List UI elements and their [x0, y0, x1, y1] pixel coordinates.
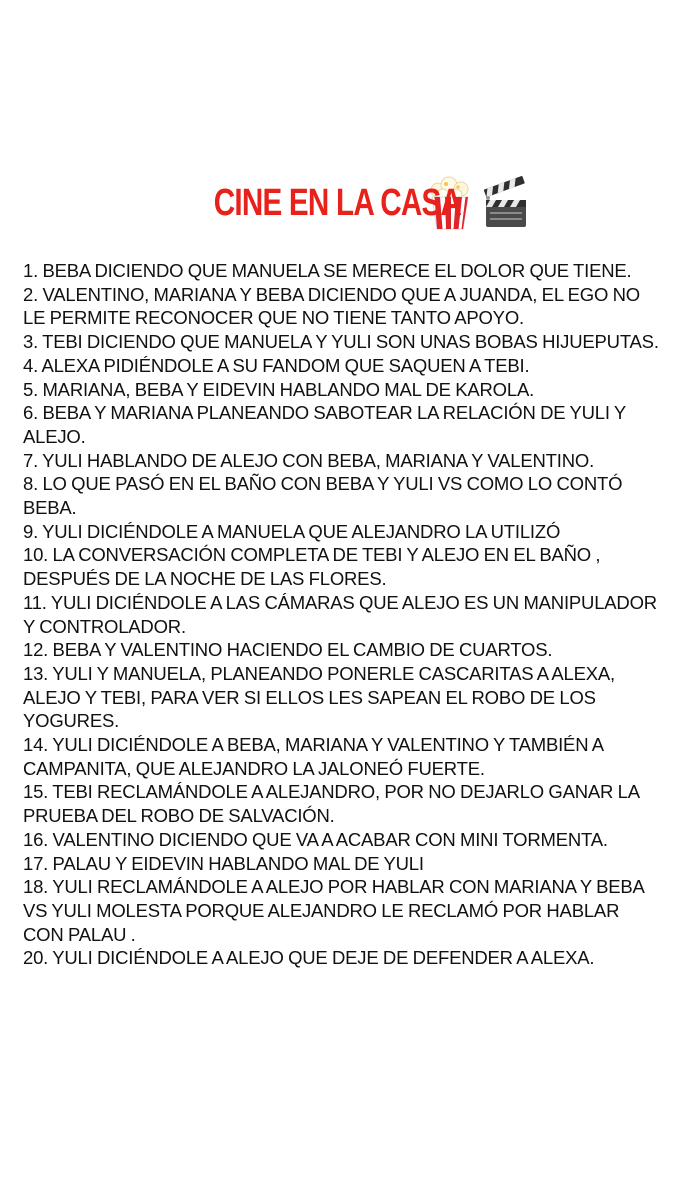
list-item: 4. ALEXA PIDIÉNDOLE A SU FANDOM QUE SAQUEN A TEBI. — [23, 354, 530, 376]
list-item: 7. YULI HABLANDO DE ALEJO CON BEBA, MARIANA Y VALENTINO. — [23, 449, 595, 471]
list-item: 17. PALAU Y EIDEVIN HABLANDO MAL DE YULI — [23, 852, 424, 874]
list-item: 3. TEBI DICIENDO QUE MANUELA Y YULI SON UNAS BOBAS HIJUEPUTAS. — [23, 331, 659, 353]
list-item: 18. YULI RECLAMÁNDOLE A ALEJO POR HABLAR CON MARIANA Y BEBA VS YULI MOLESTA PORQUE ALEJANDRO LE RECLAMÓ POR HABLAR CON PALAU . — [23, 876, 644, 945]
list-item: 5. MARIANA, BEBA Y EIDEVIN HABLANDO MAL DE KAROLA. — [23, 378, 535, 400]
list-item: 15. TEBI RECLAMÁNDOLE A ALEJANDRO, POR NO DEJARLO GANAR LA PRUEBA DEL ROBO DE SALVACIÓN. — [23, 781, 639, 827]
list-item: 9. YULI DICIÉNDOLE A MANUELA QUE ALEJANDRO LA UTILIZÓ — [23, 520, 561, 542]
header — [0, 168, 675, 238]
list-item: 8. LO QUE PASÓ EN EL BAÑO CON BEBA Y YULI VS COMO LO CONTÓ BEBA. — [23, 473, 623, 519]
list-item: 20. YULI DICIÉNDOLE A ALEJO QUE DEJE DE DEFENDER A ALEXA. — [23, 947, 595, 969]
list-item: 12. BEBA Y VALENTINO HACIENDO EL CAMBIO DE CUARTOS. — [23, 639, 553, 661]
page-title: CINE EN LA CASA — [213, 182, 462, 224]
list-item: 14. YULI DICIÉNDOLE A BEBA, MARIANA Y VALENTINO Y TAMBIÉN A CAMPANITA, QUE ALEJANDRO LA JALONEÓ FUERTE. — [23, 734, 603, 779]
episode-list — [23, 259, 663, 970]
list-item: 10. LA CONVERSACIÓN COMPLETA DE TEBI Y ALEJO EN EL BAÑO , DESPUÉS DE LA NOCHE DE LAS FLORES. — [23, 544, 601, 590]
list-item: 13. YULI Y MANUELA, PLANEANDO PONERLE CASCARITAS A ALEXA, ALEJO Y TEBI, PARA VER SI ELLOS LES SAPEAN EL ROBO DE LOS YOGURES. — [23, 662, 615, 732]
list-item: 6. BEBA Y MARIANA PLANEANDO SABOTEAR LA RELACIÓN DE YULI Y ALEJO. — [23, 402, 626, 447]
clapperboard-icon — [481, 175, 531, 231]
list-item: 2. VALENTINO, MARIANA Y BEBA DICIENDO QUE A JUANDA, EL EGO NO LE PERMITE RECONOCER QUE NO TIENE TANTO APOYO. — [23, 283, 640, 329]
list-item: 1. BEBA DICIENDO QUE MANUELA SE MERECE EL DOLOR QUE TIENE. — [23, 260, 632, 281]
list-item: 11. YULI DICIÉNDOLE A LAS CÁMARAS QUE ALEJO ES UN MANIPULADOR Y CONTROLADOR. — [23, 591, 657, 637]
list-item: 16. VALENTINO DICIENDO QUE VA A ACABAR CON MINI TORMENTA. — [23, 828, 608, 850]
